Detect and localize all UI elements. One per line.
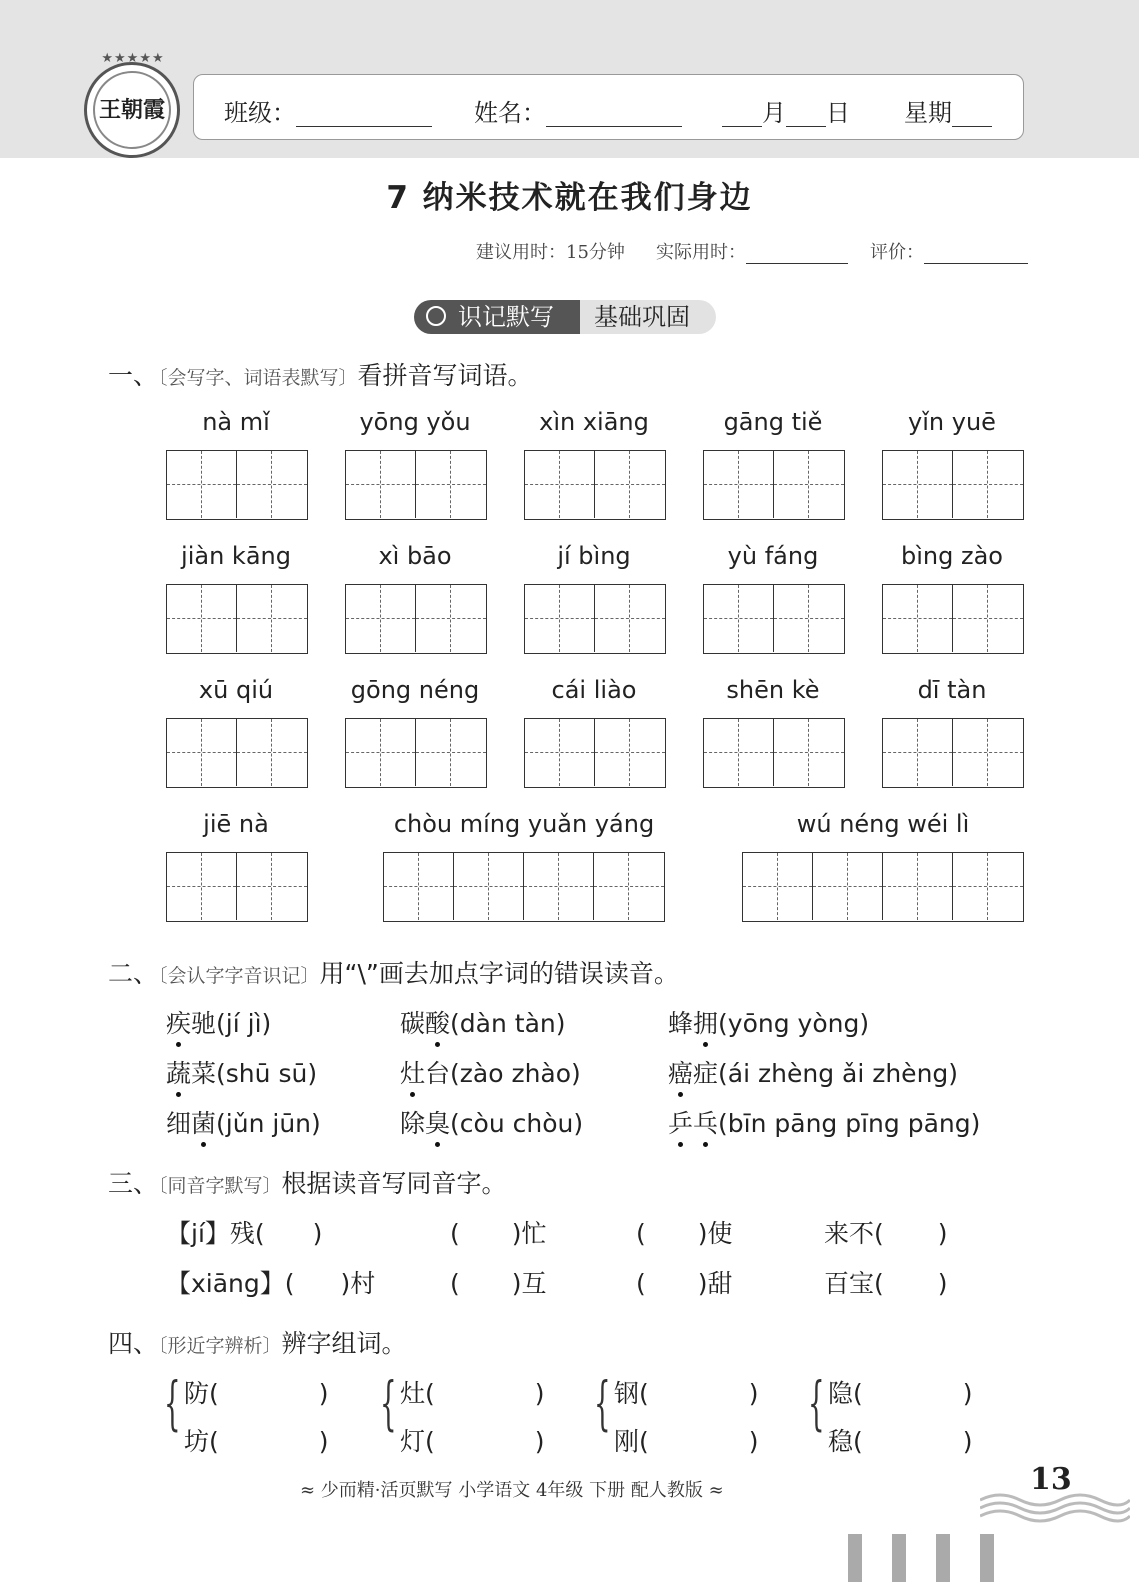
day-label: 日 bbox=[826, 99, 850, 127]
pinyin-label: wú néng wéi lì bbox=[796, 810, 970, 838]
pinyin-label: nà mǐ bbox=[202, 408, 270, 436]
pinyin-label: jí bìng bbox=[557, 542, 631, 570]
homophone-item[interactable]: 来不( ) bbox=[824, 1219, 948, 1248]
pinyin-label: shēn kè bbox=[726, 676, 820, 704]
page-number: 13 bbox=[1030, 1462, 1072, 1497]
writing-grid[interactable] bbox=[524, 718, 666, 788]
writing-grid[interactable] bbox=[703, 584, 845, 654]
month-field[interactable] bbox=[722, 102, 762, 127]
actual-time-label: 实际用时： bbox=[656, 242, 746, 263]
word-pair-item[interactable]: 刚( ) bbox=[614, 1427, 759, 1456]
homophone-item[interactable]: ( )忙 bbox=[450, 1219, 547, 1248]
homophone-item[interactable]: 【jí】残( ) bbox=[166, 1219, 323, 1248]
word-pair-item[interactable]: 钢( ) bbox=[614, 1379, 759, 1408]
pinyin-label: yǐn yuē bbox=[908, 408, 996, 436]
pinyin-label: bìng zào bbox=[901, 542, 1003, 570]
pinyin-label: cái liào bbox=[551, 676, 637, 704]
tone-options[interactable]: (jǔn jūn) bbox=[216, 1109, 321, 1138]
banner-left: 识记默写 bbox=[458, 303, 554, 331]
brace-icon: { bbox=[594, 1369, 611, 1437]
name-field[interactable] bbox=[546, 102, 682, 127]
waves-icon bbox=[980, 1486, 1130, 1526]
evaluation-label: 评价： bbox=[870, 242, 924, 263]
tone-options[interactable]: (yōng yòng) bbox=[718, 1009, 870, 1038]
tone-options[interactable]: (bīn pāng pīng pāng) bbox=[718, 1109, 981, 1138]
pinyin-label: dī tàn bbox=[917, 676, 987, 704]
tone-options[interactable]: (shū sū) bbox=[216, 1059, 318, 1088]
lesson-title: 7 纳米技术就在我们身边 bbox=[386, 180, 753, 216]
month-label: 月 bbox=[762, 99, 786, 127]
writing-grid[interactable] bbox=[703, 450, 845, 520]
tone-item: 乒乓(bīn pāng pīng pāng) bbox=[668, 1104, 980, 1140]
section-2-heading: 二、〔会认字字音识记〕用“\”画去加点字词的错误读音。 bbox=[108, 959, 679, 988]
tone-options[interactable]: (zào zhào) bbox=[450, 1059, 581, 1088]
brace-icon: { bbox=[164, 1369, 181, 1437]
tone-item: 疾驰(jí jì) bbox=[166, 1004, 271, 1040]
actual-time-field[interactable] bbox=[746, 245, 848, 264]
tone-options[interactable]: (ái zhèng ǎi zhèng) bbox=[718, 1059, 959, 1088]
writing-grid[interactable] bbox=[166, 450, 308, 520]
writing-grid[interactable] bbox=[742, 852, 1024, 922]
pinyin-label: gōng néng bbox=[350, 676, 480, 704]
word-pair-item[interactable]: 坊( ) bbox=[184, 1427, 329, 1456]
tone-item: 癌症(ái zhèng ǎi zhèng) bbox=[668, 1054, 958, 1090]
writing-grid[interactable] bbox=[345, 718, 487, 788]
pinyin-label: jiàn kāng bbox=[181, 542, 291, 570]
tone-options[interactable]: (dàn tàn) bbox=[450, 1009, 566, 1038]
pinyin-label: jiē nà bbox=[203, 810, 269, 838]
day-field[interactable] bbox=[786, 102, 826, 127]
writing-grid[interactable] bbox=[703, 718, 845, 788]
writing-grid[interactable] bbox=[166, 718, 308, 788]
edge-marker bbox=[980, 1534, 994, 1582]
homophone-item[interactable]: 百宝( ) bbox=[824, 1269, 948, 1298]
week-label: 星期 bbox=[904, 99, 952, 127]
name-label: 姓名： bbox=[474, 99, 546, 127]
writing-grid[interactable] bbox=[345, 450, 487, 520]
word-pair-item[interactable]: 灯( ) bbox=[400, 1427, 545, 1456]
pinyin-label: xì bāo bbox=[378, 542, 452, 570]
pinyin-label: chòu míng yuǎn yáng bbox=[393, 810, 655, 838]
edge-marker bbox=[892, 1534, 906, 1582]
banner-right: 基础巩固 bbox=[580, 300, 716, 334]
suggested-time: 建议用时：15分钟 bbox=[476, 242, 625, 263]
tone-item: 蜂拥(yōng yòng) bbox=[668, 1004, 869, 1040]
tone-item: 细菌(jǔn jūn) bbox=[166, 1104, 321, 1140]
section-banner bbox=[414, 300, 716, 334]
pinyin-label: xū qiú bbox=[198, 676, 274, 704]
writing-grid[interactable] bbox=[524, 584, 666, 654]
writing-grid[interactable] bbox=[882, 450, 1024, 520]
tone-item: 灶台(zào zhào) bbox=[400, 1054, 581, 1090]
tone-item: 碳酸(dàn tàn) bbox=[400, 1004, 566, 1040]
brace-icon: { bbox=[808, 1369, 825, 1437]
section-1-heading: 一、〔会写字、词语表默写〕看拼音写词语。 bbox=[108, 361, 533, 390]
writing-grid[interactable] bbox=[882, 584, 1024, 654]
class-label: 班级： bbox=[224, 99, 296, 127]
section-4-heading: 四、〔形近字辨析〕辨字组词。 bbox=[108, 1329, 407, 1358]
medal-icon bbox=[426, 306, 446, 326]
publisher-logo bbox=[84, 51, 180, 158]
logo-name: 王朝霞 bbox=[98, 97, 165, 123]
tone-options[interactable]: (jí jì) bbox=[216, 1009, 272, 1038]
homophone-item[interactable]: ( )互 bbox=[450, 1269, 547, 1298]
writing-grid[interactable] bbox=[166, 584, 308, 654]
tone-item: 除臭(còu chòu) bbox=[400, 1104, 583, 1140]
pinyin-label: yù fáng bbox=[727, 542, 819, 570]
brace-icon: { bbox=[380, 1369, 397, 1437]
pinyin-label: gāng tiě bbox=[723, 408, 823, 436]
writing-grid[interactable] bbox=[166, 852, 308, 922]
word-pair-item[interactable]: 防( ) bbox=[184, 1379, 329, 1408]
class-field[interactable] bbox=[296, 102, 432, 127]
writing-grid[interactable] bbox=[524, 450, 666, 520]
footer-text: ≈ 少而精·活页默写 小学语文 4年级 下册 配人教版 ≈ bbox=[300, 1480, 724, 1501]
evaluation-field[interactable] bbox=[924, 245, 1028, 264]
homophone-item[interactable]: ( )使 bbox=[636, 1219, 733, 1248]
word-pair-item[interactable]: 稳( ) bbox=[828, 1427, 973, 1456]
student-info-box bbox=[193, 74, 1024, 140]
writing-grid[interactable] bbox=[383, 852, 665, 922]
logo-stars: ★★★★★ bbox=[101, 51, 165, 66]
week-field[interactable] bbox=[952, 102, 992, 127]
edge-marker bbox=[936, 1534, 950, 1582]
section-3-heading: 三、〔同音字默写〕根据读音写同音字。 bbox=[108, 1169, 507, 1198]
edge-marker bbox=[848, 1534, 862, 1582]
pinyin-label: yōng yǒu bbox=[359, 408, 471, 436]
writing-grid[interactable] bbox=[882, 718, 1024, 788]
homophone-item[interactable]: 【xiāng】( )村 bbox=[166, 1269, 376, 1298]
homophone-item[interactable]: ( )甜 bbox=[636, 1269, 733, 1298]
tone-options[interactable]: (còu chòu) bbox=[450, 1109, 584, 1138]
writing-grid[interactable] bbox=[345, 584, 487, 654]
pinyin-label: xìn xiāng bbox=[539, 408, 649, 436]
word-pair-item[interactable]: 隐( ) bbox=[828, 1379, 973, 1408]
word-pair-item[interactable]: 灶( ) bbox=[400, 1379, 545, 1408]
tone-item: 蔬菜(shū sū) bbox=[166, 1054, 317, 1090]
